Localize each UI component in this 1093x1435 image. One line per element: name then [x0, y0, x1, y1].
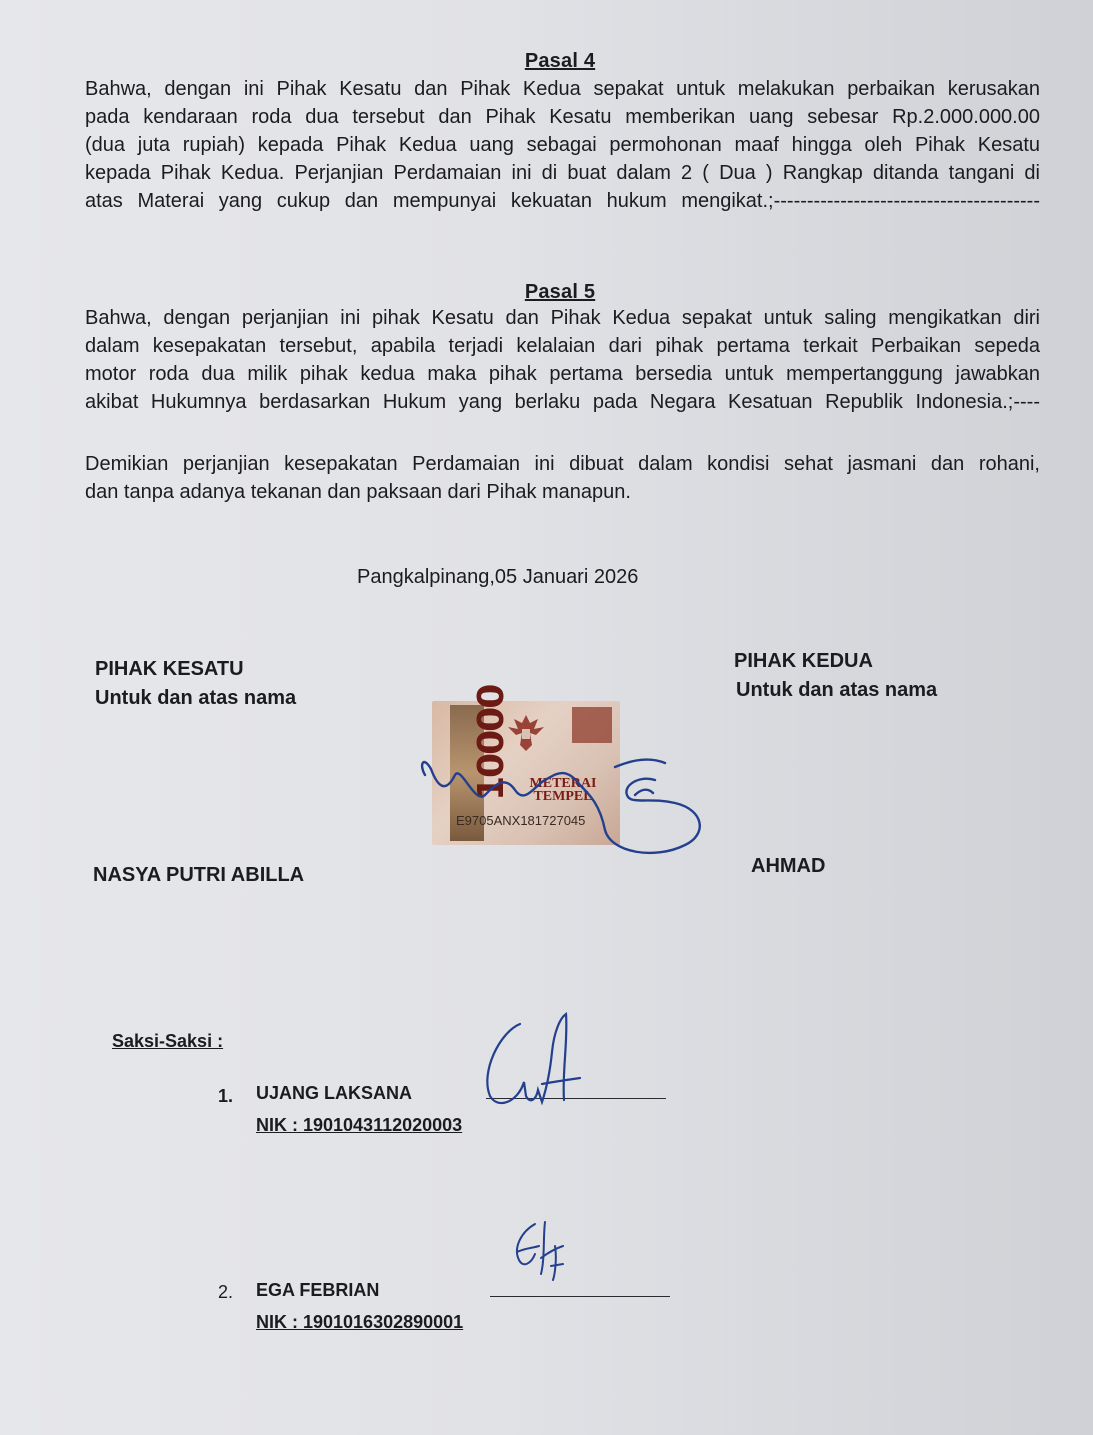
stamp-title-line-2: TEMPEL — [533, 789, 593, 804]
second-party-name: AHMAD — [751, 855, 826, 877]
second-party-subtitle: Untuk dan atas nama — [736, 679, 938, 701]
closing-paragraph — [85, 450, 1040, 506]
first-party-block — [95, 655, 296, 713]
first-party-name: NASYA PUTRI ABILLA — [93, 864, 305, 886]
witness-2-number: 2. — [218, 1282, 234, 1302]
paragraph-line: pada kendaraan roda dua tersebut dan Pihak Kesatu memberikan uang sebesar Rp.2.000.000.00 — [85, 106, 1040, 128]
paragraph-line: dan tanpa adanya tekanan dan paksaan dari Pihak manapun. — [85, 481, 631, 503]
paragraph-line: motor roda dua milik pihak kedua maka pihak pertama bersedia untuk mempertanggung jawabkan — [85, 363, 1040, 385]
first-party-title: PIHAK KESATU — [95, 658, 244, 680]
stamp-serial: E9705ANX181727045 — [456, 813, 586, 828]
paragraph-line: (dua juta rupiah) kepada Pihak Kedua uang sebagai permohonan maaf hingga oleh Pihak Kesatu — [85, 134, 1040, 156]
witness-2-name: EGA FEBRIAN — [256, 1280, 380, 1300]
witness-2-nik: NIK : 1901016302890001 — [256, 1312, 464, 1332]
pasal-5-paragraph — [85, 304, 1040, 416]
stamp-title-line-1: METERAI — [529, 776, 597, 791]
witness-1-number: 1. — [218, 1086, 234, 1106]
paragraph-line: Bahwa, dengan ini Pihak Kesatu dan Pihak Kedua sepakat untuk melakukan perbaikan kerusakan — [85, 78, 1040, 100]
paragraph-line: dalam kesepakatan tersebut, apabila terjadi kelalaian dari pihak pertama terkait Perbaikan sepeda — [85, 335, 1040, 357]
pasal-5-heading: Pasal 5 — [524, 281, 596, 303]
paragraph-line: kepada Pihak Kedua. Perjanjian Perdamaian ini di buat dalam 2 ( Dua ) Rangkap ditanda tangani di — [85, 162, 1040, 184]
second-party-title: PIHAK KEDUA — [734, 650, 873, 672]
stamp-value: 10000 — [471, 685, 512, 801]
witness-1-signature — [480, 1012, 590, 1112]
witness-2-signature-line — [490, 1296, 670, 1297]
place-date: Pangkalpinang,05 Januari 2026 — [357, 566, 639, 588]
witnesses-title: Saksi-Saksi : — [112, 1031, 224, 1051]
second-party-block — [734, 647, 937, 705]
witness-1-name: UJANG LAKSANA — [256, 1083, 413, 1103]
paragraph-line: Demikian perjanjian kesepakatan Perdamaian ini dibuat dalam kondisi sehat jasmani dan rohani, — [85, 453, 1040, 475]
paragraph-line: akibat Hukumnya berdasarkan Hukum yang berlaku pada Negara Kesatuan Republik Indonesia.;---- — [85, 391, 1040, 413]
witness-1-nik: NIK : 1901043112020003 — [256, 1115, 463, 1135]
paragraph-line: Bahwa, dengan perjanjian ini pihak Kesatu dan Pihak Kedua sepakat untuk saling mengikatkan diri — [85, 307, 1040, 329]
pasal-4-heading: Pasal 4 — [524, 50, 596, 72]
signature-scribble — [415, 735, 715, 865]
first-party-subtitle: Untuk dan atas nama — [95, 687, 297, 709]
paragraph-line: atas Materai yang cukup dan mempunyai kekuatan hukum mengikat.;---------------------------------------- — [85, 190, 1040, 212]
pasal-4-paragraph — [85, 75, 1040, 215]
witness-2-signature — [505, 1218, 585, 1288]
